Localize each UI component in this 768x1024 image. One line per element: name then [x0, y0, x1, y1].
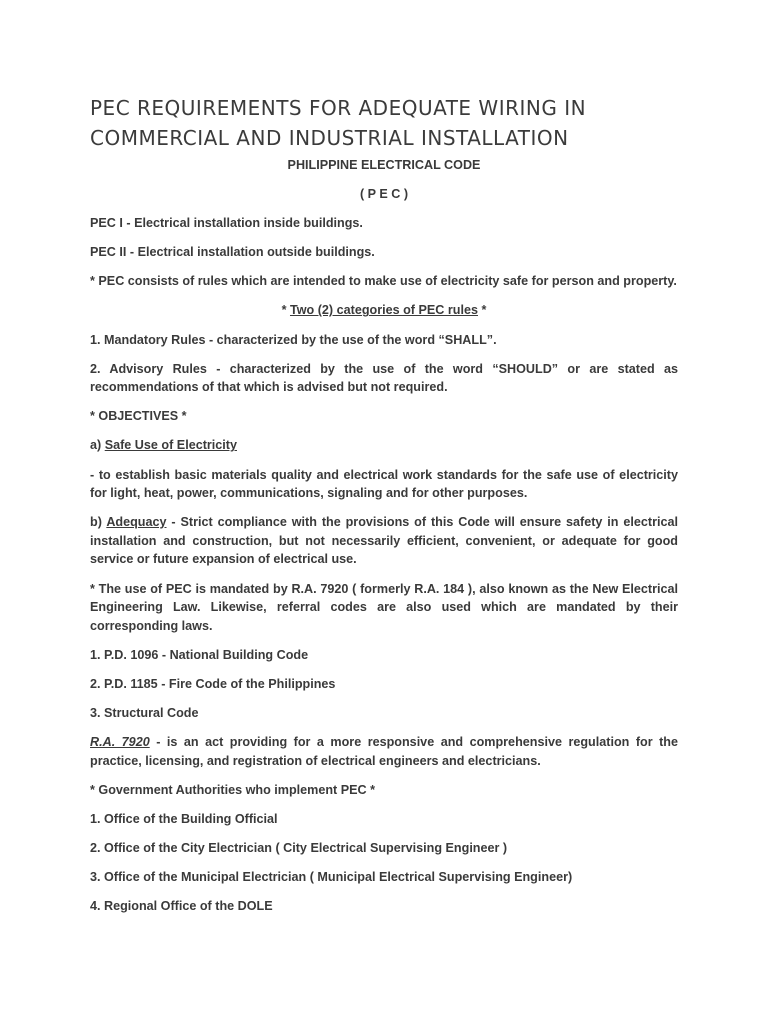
authority-item: 1. Office of the Building Official	[90, 811, 278, 826]
objective-b-label: Adequacy	[106, 515, 167, 530]
objective-a-heading	[90, 436, 678, 455]
document-abbreviation: ( P E C )	[359, 187, 409, 202]
document-title-line-2: COMMERCIAL AND INDUSTRIAL INSTALLATION	[90, 126, 569, 150]
categories-heading-text: Two (2) categories of PEC rules	[289, 303, 478, 318]
pec-i-definition: PEC I - Electrical installation inside buildings.	[90, 216, 363, 231]
pec-ii-definition: PEC II - Electrical installation outside buildings.	[90, 245, 375, 260]
objective-a-prefix: a)	[90, 438, 105, 453]
referral-code-item: 1. P.D. 1096 - National Building Code	[90, 647, 309, 662]
document-title	[90, 93, 678, 153]
referral-code-item: 3. Structural Code	[90, 705, 199, 720]
document-content	[90, 93, 678, 926]
categories-heading-prefix: *	[281, 303, 290, 318]
advisory-rules-item: 2. Advisory Rules - characterized by the use of the word “SHOULD” or are stated as recommendations of that which is advised but not required.	[90, 361, 678, 395]
ra-7920-text: - is an act providing for a more responsive and comprehensive regulation for the practice, licensing, and registration of electrical engineers and electricians.	[90, 735, 678, 768]
ra-7920-label: R.A. 7920	[90, 735, 150, 750]
categories-heading	[90, 301, 678, 320]
referral-code-item: 2. P.D. 1185 - Fire Code of the Philippines	[90, 676, 336, 691]
pec-mandate-paragraph: * The use of PEC is mandated by R.A. 7920 ( formerly R.A. 184 ), also known as the New Electrical Engineering Law. Likewise, referral codes are also used which are mandated by their corresponding laws.	[90, 581, 678, 633]
objective-b-text: - Strict compliance with the provisions of this Code will ensure safety in electrical installation and construction, but not necessarily efficient, convenient, or adequate for good service or future expansion of electrical use.	[90, 515, 678, 567]
objective-a-description: - to establish basic materials quality and electrical work standards for the safe use of electricity for light, heat, power, communications, signaling and for other purposes.	[90, 467, 678, 501]
objective-b-prefix: b)	[90, 515, 107, 530]
pec-rules-intro: * PEC consists of rules which are intended to make use of electricity safe for person and property.	[90, 274, 677, 289]
authorities-heading: * Government Authorities who implement PEC *	[90, 782, 376, 797]
document-subtitle: PHILIPPINE ELECTRICAL CODE	[287, 158, 481, 172]
objective-a-label: Safe Use of Electricity	[104, 438, 237, 453]
categories-heading-suffix: *	[478, 303, 487, 318]
authority-item: 4. Regional Office of the DOLE	[90, 899, 273, 914]
authority-item: 3. Office of the Municipal Electrician ( Municipal Electrical Supervising Engineer)	[90, 870, 573, 885]
objective-b-paragraph	[90, 513, 678, 569]
objectives-heading: * OBJECTIVES *	[90, 409, 187, 424]
mandatory-rules-item: 1. Mandatory Rules - characterized by the use of the word “SHALL”.	[90, 332, 497, 347]
ra-7920-paragraph	[90, 733, 678, 770]
document-title-line-1: PEC REQUIREMENTS FOR ADEQUATE WIRING IN	[90, 96, 587, 120]
authority-item: 2. Office of the City Electrician ( City Electrical Supervising Engineer )	[90, 840, 508, 855]
